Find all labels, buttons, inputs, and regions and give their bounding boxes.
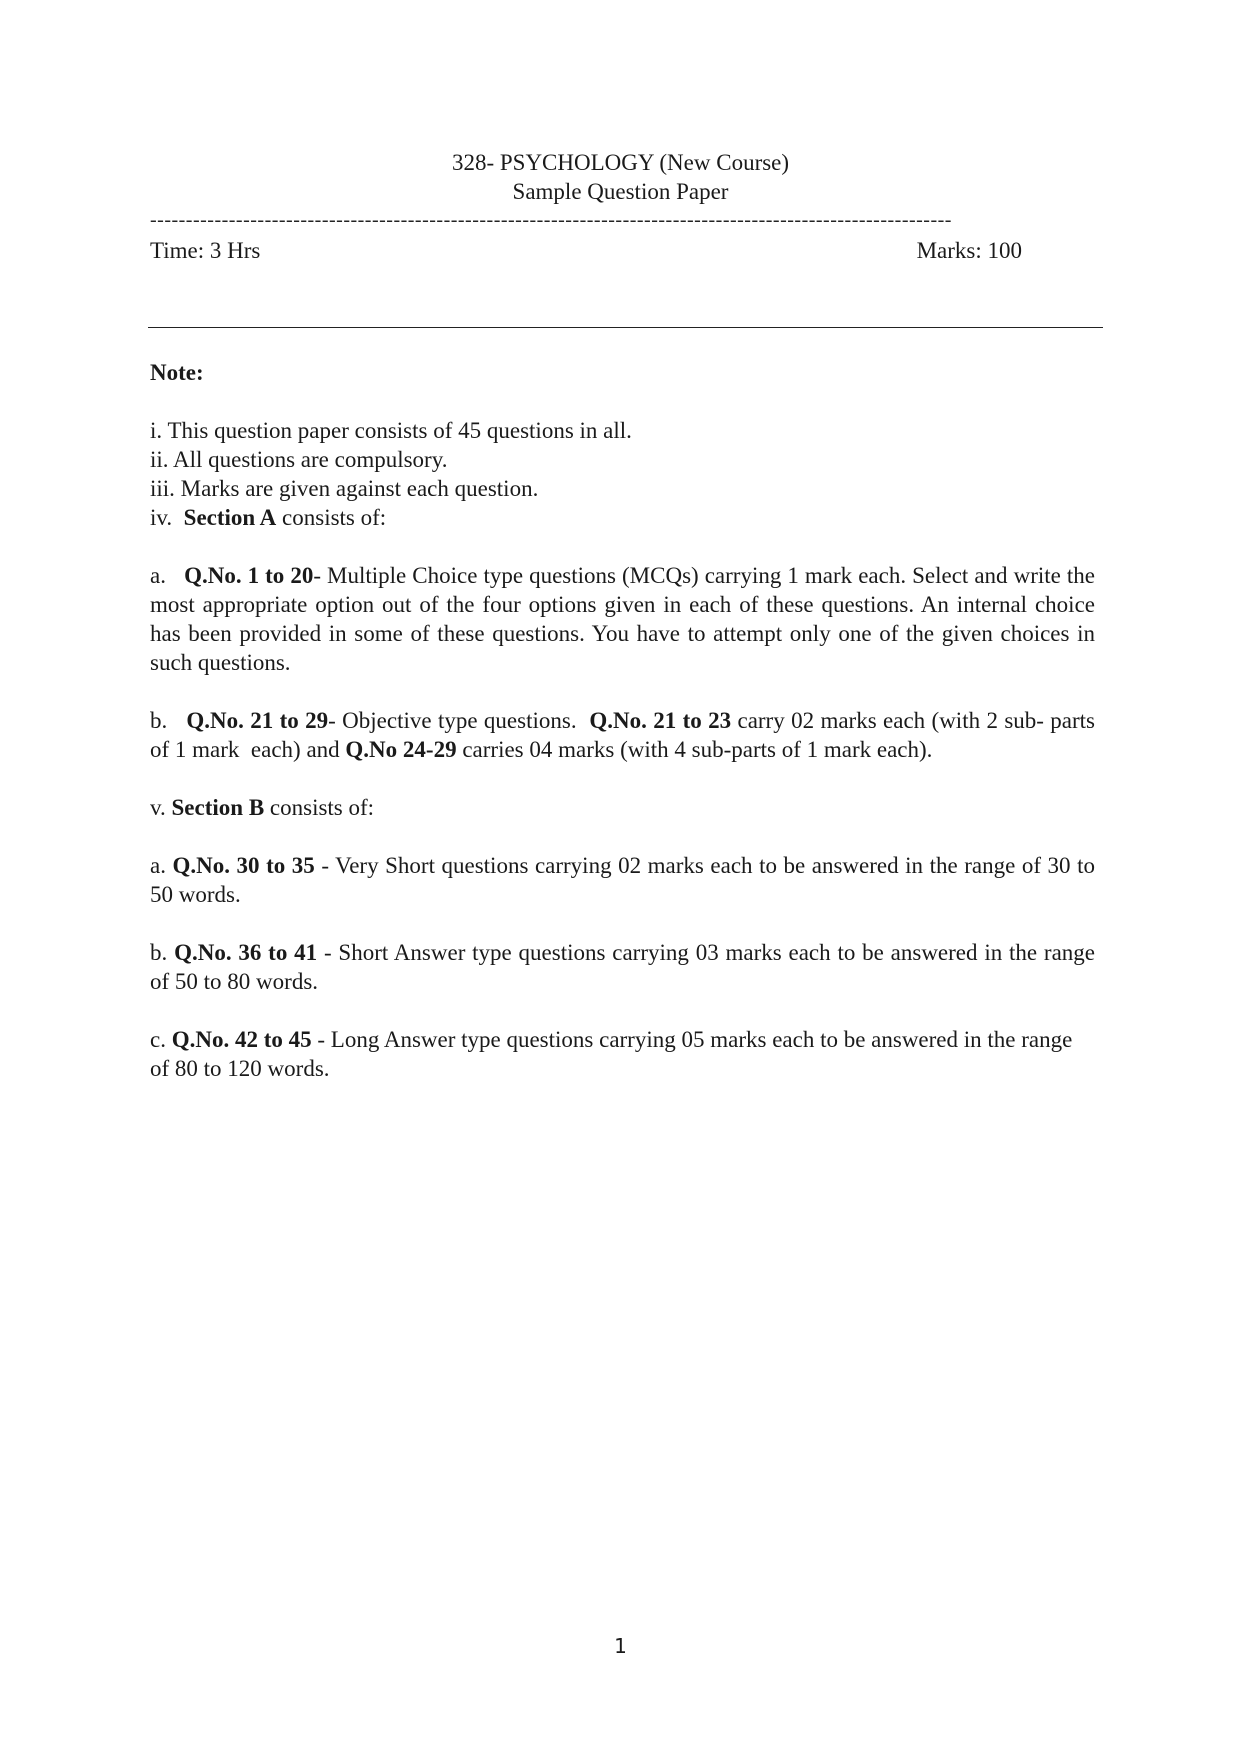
instructions (150, 358, 1101, 1083)
solid-divider (148, 327, 1103, 328)
note-item-iii: iii. Marks are given against each question. (150, 476, 539, 501)
section-b-item-a: a. Q.No. 30 to 35 - Very Short questions carrying 02 marks each to be answered in the range of 30 to 50 words. (150, 853, 1101, 907)
note-item-iv: iv. Section A consists of: (150, 505, 387, 530)
section-b-label: Section B (171, 795, 265, 820)
title-block (0, 148, 1241, 206)
dashed-divider: ---------------------------------------------------------------------------------------------------------------- (150, 210, 952, 230)
marks-label: Marks: 100 (916, 238, 1022, 263)
course-title: 328- PSYCHOLOGY (New Course) (451, 150, 790, 175)
note-heading: Note: (150, 360, 204, 385)
paper-title: Sample Question Paper (512, 179, 729, 204)
section-a-item-b: b. Q.No. 21 to 29- Objective type questions. Q.No. 21 to 23 carry 02 marks each (with 2 sub- parts of 1 mark each) and Q.No 24-29 carries 04 marks (with 4 sub-parts of 1 mark each). (150, 708, 1101, 762)
time-label: Time: 3 Hrs (150, 238, 261, 263)
time-marks-row (150, 236, 1022, 266)
note-item-ii: ii. All questions are compulsory. (150, 447, 448, 472)
page-number: 1 (614, 1634, 627, 1658)
note-item-v: v. Section B consists of: (150, 795, 375, 820)
section-b-item-b: b. Q.No. 36 to 41 - Short Answer type questions carrying 03 marks each to be answered in the range of 50 to 80 words. (150, 940, 1101, 994)
section-a-item-a: a. Q.No. 1 to 20- Multiple Choice type questions (MCQs) carrying 1 mark each. Select and write the most appropriate option out of the four options given in each of these questions. An internal choice has been provided in some of these questions. You have to attempt only one of the given choices in such questions. (150, 563, 1101, 675)
section-b-item-c: c. Q.No. 42 to 45 - Long Answer type questions carrying 05 marks each to be answered in the range of 80 to 120 words. (150, 1027, 1079, 1081)
section-a-label: Section A (183, 505, 277, 530)
note-item-i: i. This question paper consists of 45 questions in all. (150, 418, 632, 443)
